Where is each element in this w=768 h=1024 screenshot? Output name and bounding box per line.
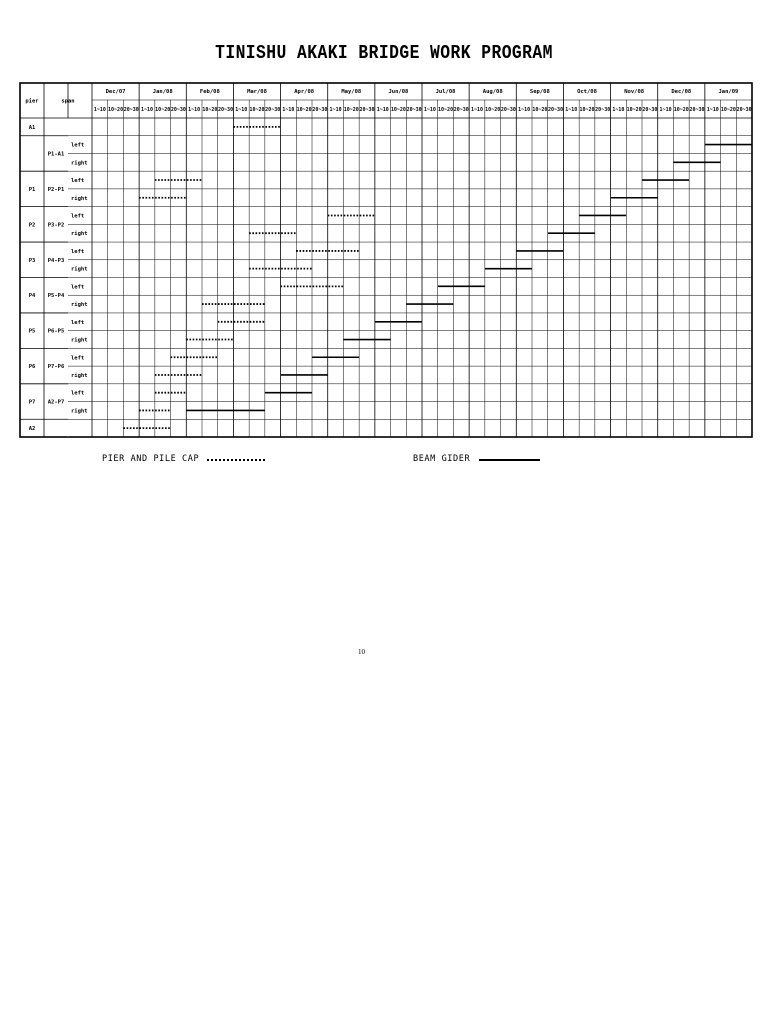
period-label: 1~10 xyxy=(93,107,106,113)
period-label: 1~10 xyxy=(518,107,531,113)
period-label: 10~20 xyxy=(626,107,642,113)
period-label: 10~20 xyxy=(390,107,406,113)
page-number: 10 xyxy=(358,648,365,656)
period-label: 20~30 xyxy=(500,107,516,113)
period-label: 1~10 xyxy=(423,107,436,113)
period-label: 1~10 xyxy=(706,107,719,113)
side-label: right xyxy=(71,160,88,167)
period-label: 20~30 xyxy=(359,107,375,113)
period-label: 1~10 xyxy=(282,107,295,113)
side-label: left xyxy=(71,390,85,397)
side-label: left xyxy=(71,355,85,362)
period-label: 20~30 xyxy=(265,107,281,113)
month-label: Nov/08 xyxy=(624,89,645,95)
period-label: 20~30 xyxy=(453,107,469,113)
month-label: Dec/07 xyxy=(105,89,126,95)
legend-beam-swatch xyxy=(478,457,542,463)
period-label: 20~30 xyxy=(312,107,328,113)
month-label: Oct/08 xyxy=(577,89,597,95)
pier-label: P4 xyxy=(28,293,36,300)
pier-label: P3 xyxy=(28,257,36,264)
period-label: 20~30 xyxy=(595,107,611,113)
period-label: 1~10 xyxy=(376,107,389,113)
pier-label: A1 xyxy=(28,124,36,131)
period-label: 20~30 xyxy=(736,107,752,113)
pier-label: P7 xyxy=(28,399,36,406)
period-label: 1~10 xyxy=(612,107,625,113)
span-label: P5-P4 xyxy=(47,293,65,300)
pier-label: P2 xyxy=(28,222,36,229)
month-label: Aug/08 xyxy=(482,89,503,95)
period-label: 10~20 xyxy=(296,107,312,113)
month-label: Feb/08 xyxy=(199,89,220,95)
span-label: P7-P6 xyxy=(47,364,65,371)
legend-pier-label: PIER AND PILE CAP xyxy=(102,454,200,464)
period-label: 10~20 xyxy=(673,107,689,113)
side-label: left xyxy=(71,142,85,149)
month-label: Jun/08 xyxy=(388,89,409,95)
period-label: 1~10 xyxy=(188,107,201,113)
period-label: 1~10 xyxy=(470,107,484,113)
span-label: P1-A1 xyxy=(47,151,65,158)
span-label: P6-P5 xyxy=(47,328,65,335)
period-label: 1~10 xyxy=(565,107,578,113)
period-label: 10~20 xyxy=(108,107,124,113)
period-label: 1~10 xyxy=(329,107,342,113)
side-label: right xyxy=(71,302,88,309)
period-label: 10~20 xyxy=(155,107,171,113)
side-label: right xyxy=(71,266,88,273)
side-label: right xyxy=(71,195,88,202)
cell-merge xyxy=(68,119,69,136)
period-label: 10~20 xyxy=(343,107,359,113)
table-header xyxy=(25,89,751,113)
period-label: 10~20 xyxy=(579,107,595,113)
span-label: P3-P2 xyxy=(47,222,65,229)
month-label: Apr/08 xyxy=(294,89,315,95)
side-label: right xyxy=(71,231,88,238)
pier-header: pier xyxy=(25,98,39,105)
period-label: 1~10 xyxy=(140,107,154,113)
span-header: span xyxy=(61,98,75,105)
pier-label: P5 xyxy=(28,328,36,335)
month-label: May/08 xyxy=(341,89,362,95)
side-label: left xyxy=(71,213,85,220)
legend-beam-label: BEAM GIDER xyxy=(413,454,471,464)
month-label: Jan/08 xyxy=(152,89,173,95)
pier-label: P6 xyxy=(28,364,36,371)
month-label: Jan/09 xyxy=(718,89,739,95)
side-label: right xyxy=(71,337,88,344)
period-label: 1~10 xyxy=(235,107,248,113)
table-grid xyxy=(20,83,752,437)
month-label: Sep/08 xyxy=(529,89,550,95)
period-label: 10~20 xyxy=(438,107,454,113)
period-label: 20~30 xyxy=(218,107,234,113)
period-label: 10~20 xyxy=(532,107,548,113)
pier-label: P1 xyxy=(28,186,36,193)
period-label: 20~30 xyxy=(406,107,422,113)
month-label: Jul/08 xyxy=(435,89,456,95)
period-label: 10~20 xyxy=(720,107,736,113)
span-label: A2-P7 xyxy=(47,399,65,406)
period-label: 10~20 xyxy=(202,107,218,113)
period-label: 10~20 xyxy=(485,107,501,113)
side-label: left xyxy=(71,178,85,185)
side-label: left xyxy=(71,319,85,326)
period-label: 20~30 xyxy=(123,107,139,113)
legend-pier-swatch xyxy=(206,457,268,463)
side-label: left xyxy=(71,284,85,291)
month-label: Mar/08 xyxy=(247,89,267,95)
period-label: 10~20 xyxy=(249,107,265,113)
period-label: 20~30 xyxy=(548,107,564,113)
span-label: P4-P3 xyxy=(47,257,65,264)
period-label: 20~30 xyxy=(689,107,705,113)
page-title: TINISHU AKAKI BRIDGE WORK PROGRAM xyxy=(215,42,553,64)
side-label: right xyxy=(71,408,88,415)
span-label: P2-P1 xyxy=(47,186,65,193)
period-label: 20~30 xyxy=(642,107,658,113)
work-program-table xyxy=(0,0,768,450)
side-label: left xyxy=(71,248,85,255)
period-label: 20~30 xyxy=(170,107,186,113)
pier-label: A2 xyxy=(28,426,36,433)
month-label: Dec/08 xyxy=(671,89,692,95)
cell-merge xyxy=(68,420,69,437)
period-label: 1~10 xyxy=(659,107,672,113)
side-label: right xyxy=(71,372,88,379)
